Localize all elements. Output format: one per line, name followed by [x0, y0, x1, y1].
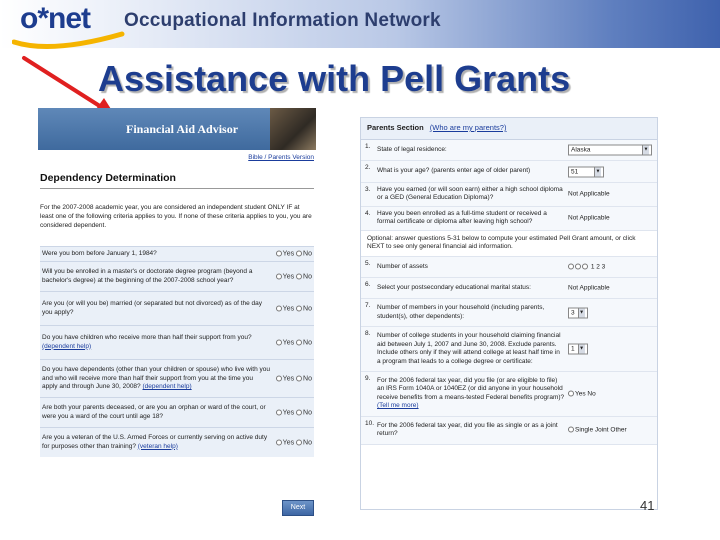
financial-aid-advisor-screenshot	[38, 108, 316, 520]
parent-question-row: 10. For the 2006 federal tax year, did you file as single or as a joint return? Single Joint Other	[361, 417, 657, 445]
yes-no-radios[interactable]: Yes No	[276, 339, 312, 346]
radio-yes[interactable]	[276, 251, 282, 257]
question-text: For the 2006 federal tax year, did you file (or are eligible to file) an IRS Form 1040A or 1040EZ (or did anyone in your household receive benefits from a means-tested Federal benefits program)? (Tell me more)	[377, 377, 565, 410]
parents-section-header	[361, 118, 657, 140]
yes-no-radios[interactable]: Yes No	[276, 439, 312, 446]
parent-question-row: 1. State of legal residence: Alaska ▼	[361, 140, 657, 161]
chevron-down-icon: ▼	[579, 345, 585, 352]
radio-no[interactable]	[296, 339, 302, 345]
parent-question-row: 7. Number of members in your household (including parents, student(s), other dependents): 3 ▼	[361, 299, 657, 327]
question-row	[40, 291, 314, 325]
yes-no-radios[interactable]: Yes No	[276, 273, 312, 280]
household-size-select[interactable]: 3 ▼	[568, 307, 588, 318]
parents-section-title: Parents Section	[367, 123, 424, 132]
question-text: Number of college students in your household claiming financial aid between July 1, 2007 and June 30, 2008. Exclude parents. Include others only if they will attend college at least half time in a program that leads to a college degree or certificate:	[377, 332, 561, 365]
question-text: State of legal residence:	[377, 146, 447, 153]
question-text: Select your postsecondary educational marital status:	[377, 283, 531, 291]
question-text: Were you born before January 1, 1984?	[42, 250, 157, 257]
parent-question-row: 2. What is your age? (parents enter age of older parent) 51 ▼	[361, 161, 657, 182]
slide-title: Assistance with Pell Grants	[98, 58, 571, 99]
radio-no[interactable]	[296, 439, 302, 445]
question-text: Have you been enrolled as a full-time student or received a formal certificate or diploma after leaving high school?	[377, 209, 547, 226]
divider	[40, 188, 314, 189]
question-text: Are both your parents deceased, or are you an orphan or ward of the court, or were you a ward of the court until age 18?	[42, 404, 266, 420]
yes-no-radios[interactable]: Yes No	[276, 305, 312, 312]
fa-header	[38, 108, 316, 150]
tax-form-radios[interactable]: Yes No	[568, 390, 596, 397]
logo-swoosh-icon	[12, 28, 132, 50]
radio-yes[interactable]	[276, 274, 282, 280]
header-photo	[270, 108, 316, 150]
fa-header-title: Financial Aid Advisor	[126, 122, 239, 136]
question-row	[40, 325, 314, 359]
parent-question-row: 9. For the 2006 federal tax year, did you file (or are eligible to file) an IRS Form 1040A or 1040EZ (or did anyone in your household receive benefits from a means-tested Federal benefits program)? (Tell me more) Yes No	[361, 372, 657, 417]
question-row	[40, 427, 314, 457]
radio-no[interactable]	[296, 251, 302, 257]
question-text: Are you a veteran of the U.S. Armed Forces or currently serving on active duty for purposes other than training? (veteran help)	[42, 434, 268, 450]
question-text: Number of assets	[377, 262, 428, 270]
dependency-intro: For the 2007-2008 academic year, you are considered an independent student ONLY IF at least one of the following criteria applies to you. If none of these criteria applies to you, you are considered dependent.	[40, 204, 312, 229]
question-row	[40, 397, 314, 427]
dependency-title: Dependency Determination	[40, 172, 176, 184]
question-text: Have you earned (or will soon earn) either a high school diploma or a GED (General Education Diploma)?	[377, 185, 563, 202]
enrollment-select[interactable]: Not Applicable	[568, 214, 610, 222]
radio-no[interactable]	[296, 274, 302, 280]
version-link[interactable]: Bible / Parents Version	[248, 154, 314, 161]
radio-no[interactable]	[296, 375, 302, 381]
chevron-down-icon: ▼	[579, 309, 585, 316]
question-text: Do you have dependents (other than your children or spouse) who live with you and who will receive more than half their support from you at the time you apply and through June 30, 2008? (dependent help)	[42, 366, 270, 390]
logo-wordmark: o*net	[20, 2, 90, 35]
next-button[interactable]: Next	[282, 500, 314, 516]
yes-no-radios[interactable]: Yes No	[276, 375, 312, 382]
question-text: Number of members in your household (including parents, student(s), other dependents):	[377, 304, 545, 320]
parent-question-row: 6. Select your postsecondary educational marital status: Not Applicable	[361, 278, 657, 299]
optional-note: Optional: answer questions 5-31 below to compute your estimated Pell Grant amount, or click NEXT to see only general financial aid information.	[361, 231, 657, 257]
college-students-select[interactable]: 1 ▼	[568, 344, 588, 355]
radio-yes[interactable]	[276, 409, 282, 415]
radio-yes[interactable]	[276, 439, 282, 445]
dependency-questions	[40, 246, 314, 457]
age-input[interactable]: 51 ▼	[568, 166, 604, 177]
question-text: For the 2006 federal tax year, did you file as single or as a joint return?	[377, 421, 558, 438]
radio-yes[interactable]	[276, 305, 282, 311]
parent-question-row: 5. Number of assets 1 2 3	[361, 257, 657, 278]
header-banner	[0, 0, 720, 48]
chevron-down-icon: ▼	[595, 168, 601, 175]
filing-status-radios[interactable]: Single Joint Other	[568, 427, 627, 434]
radio-yes[interactable]	[276, 375, 282, 381]
question-text: Are you (or will you be) married (or separated but not divorced) as of the day you apply?	[42, 300, 263, 316]
chevron-down-icon: ▼	[643, 146, 649, 153]
tell-me-more-link[interactable]: (Tell me more)	[377, 402, 419, 410]
yes-no-radios[interactable]: Yes No	[276, 251, 312, 258]
dependent-help-link[interactable]: (dependent help)	[142, 382, 192, 390]
banner-title: Occupational Information Network	[124, 10, 441, 31]
question-row	[40, 359, 314, 397]
who-are-my-parents-link[interactable]: (Who are my parents?)	[429, 123, 507, 132]
question-row	[40, 246, 314, 261]
question-text: What is your age? (parents enter age of older parent)	[377, 167, 531, 175]
yes-no-radios[interactable]: Yes No	[276, 409, 312, 416]
radio-no[interactable]	[296, 409, 302, 415]
state-select[interactable]: Alaska ▼	[568, 145, 652, 156]
dependent-help-link[interactable]: (dependent help)	[42, 342, 92, 350]
page-number: 41	[640, 498, 655, 513]
radio-yes[interactable]	[276, 339, 282, 345]
radio-no[interactable]	[296, 305, 302, 311]
assets-radios[interactable]: 1 2 3	[568, 263, 605, 270]
question-text: Will you be enrolled in a master's or doctorate degree program (beyond a bachelor's degree) at the beginning of the 2007-2008 school year?	[42, 268, 253, 284]
parent-question-row: 3. Have you earned (or will soon earn) either a high school diploma or a GED (General Education Diploma)? Not Applicable	[361, 183, 657, 207]
parent-question-row: 4. Have you been enrolled as a full-time student or received a formal certificate or diploma after leaving high school? Not Applicable	[361, 207, 657, 231]
onet-logo	[8, 2, 118, 48]
veteran-help-link[interactable]: (veteran help)	[137, 442, 178, 450]
parent-question-row: 8. Number of college students in your household claiming financial aid between July 1, 2007 and June 30, 2008. Exclude parents. Include others only if they will attend college at least half time in a program that leads to a college degree or certificate: 1 ▼	[361, 327, 657, 372]
parents-section-screenshot	[360, 117, 658, 510]
question-row	[40, 261, 314, 291]
question-text: Do you have children who receive more than half their support from you? (dependent help)	[42, 334, 252, 350]
marital-status-select[interactable]: Not Applicable	[568, 284, 610, 292]
diploma-select[interactable]: Not Applicable	[568, 190, 610, 198]
